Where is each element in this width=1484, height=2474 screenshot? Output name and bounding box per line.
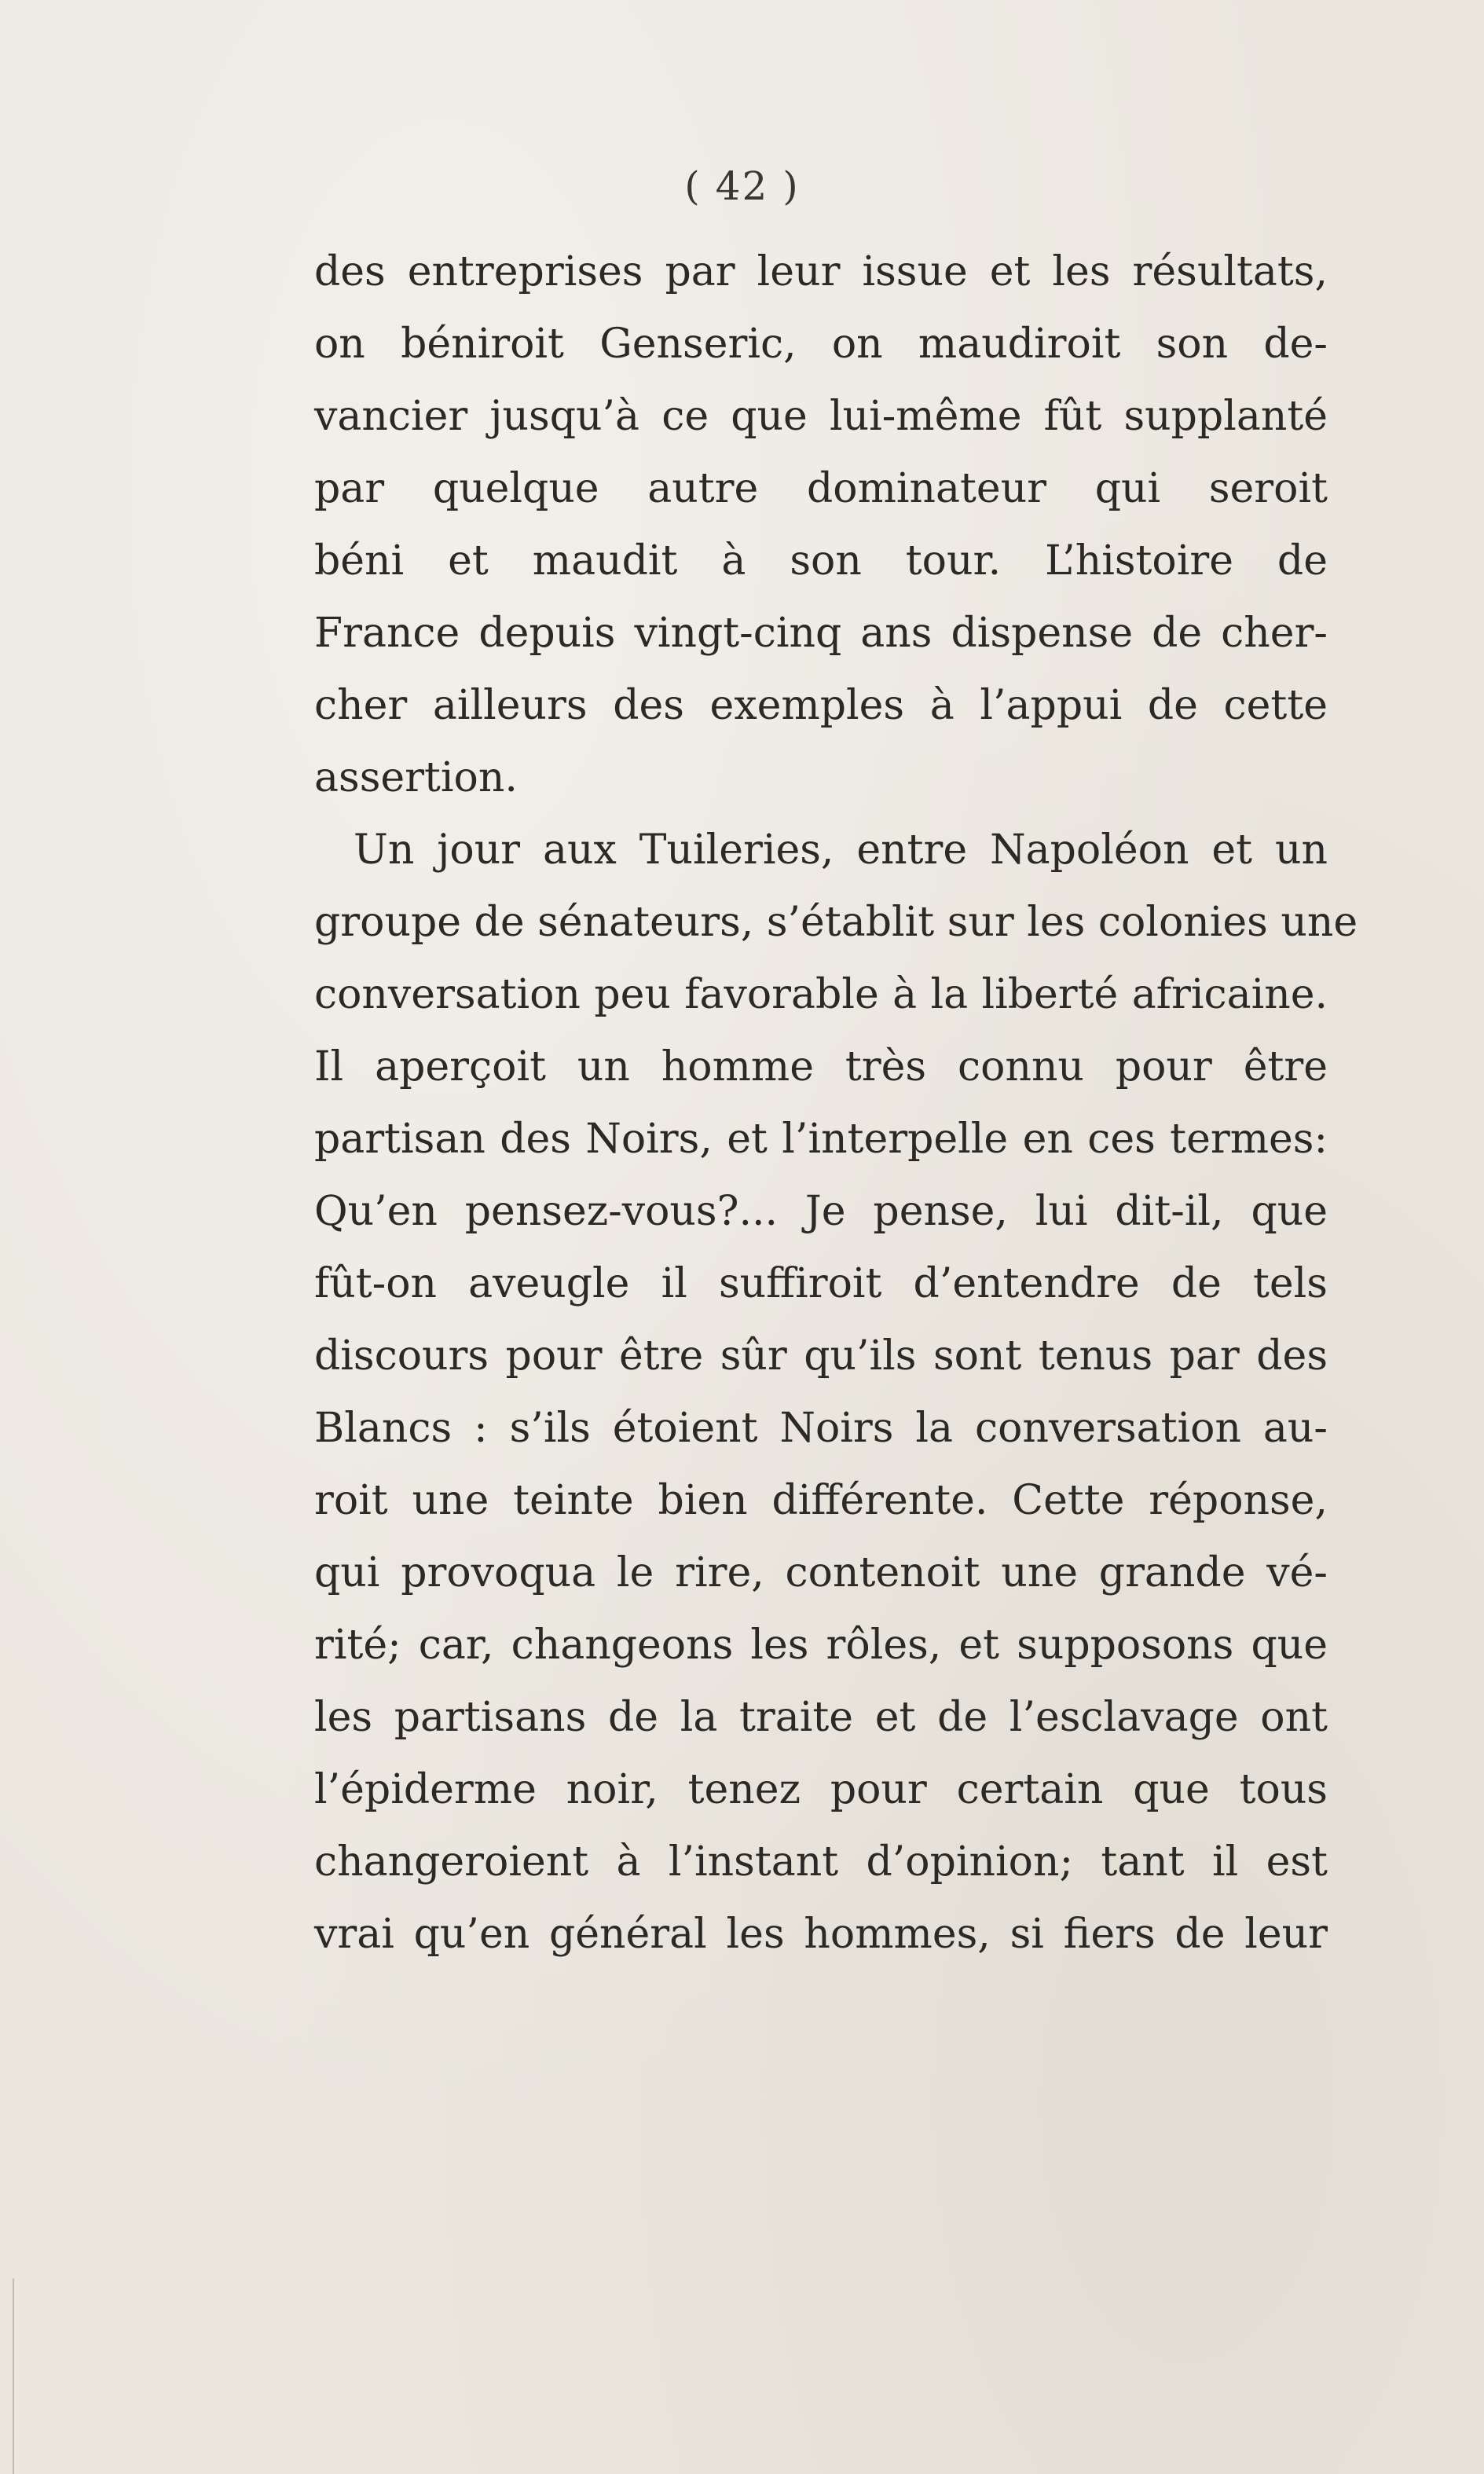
text-line: Blancs : s’ils étoient Noirs la conversation au- (314, 1405, 1328, 1452)
text-line: Il aperçoit un homme très connu pour être (314, 1043, 1328, 1090)
text-line: vancier jusqu’à ce que lui-même fût supplanté (314, 393, 1328, 440)
page-text (314, 236, 1358, 1970)
text-line: les partisans de la traite et de l’esclavage ont (314, 1694, 1328, 1741)
paragraph-2 (314, 814, 1358, 1970)
text-line: vrai qu’en général les hommes, si fiers de leur (314, 1911, 1328, 1958)
text-line: Un jour aux Tuileries, entre Napoléon et un (354, 826, 1328, 874)
text-line: conversation peu favorable à la liberté africaine. (314, 971, 1328, 1018)
text-line: béni et maudit à son tour. L’histoire de (314, 537, 1328, 585)
page-edge-mark (13, 2278, 14, 2474)
paragraph-1 (314, 236, 1328, 814)
text-line: qui provoqua le rire, contenoit une grande vé- (314, 1549, 1328, 1596)
text-line: roit une teinte bien différente. Cette réponse, (314, 1477, 1328, 1524)
text-line: des entreprises par leur issue et les résultats, (314, 248, 1328, 295)
text-line: cher ailleurs des exemples à l’appui de cette (314, 682, 1328, 729)
text-line: fût-on aveugle il suffiroit d’entendre de tels (314, 1260, 1328, 1307)
text-line: on béniroit Genseric, on maudiroit son de- (314, 321, 1328, 368)
text-line: l’épiderme noir, tenez pour certain que tous (314, 1766, 1328, 1813)
text-line: partisan des Noirs, et l’interpelle en ces termes: (314, 1116, 1328, 1163)
text-line: Qu’en pensez-vous?... Je pense, lui dit-il, que (314, 1188, 1328, 1235)
text-line: changeroient à l’instant d’opinion; tant il est (314, 1838, 1328, 1886)
text-line: discours pour être sûr qu’ils sont tenus par des (314, 1332, 1328, 1380)
text-line: par quelque autre dominateur qui seroit (314, 465, 1328, 512)
page-number: ( 42 ) (684, 163, 800, 209)
text-line: rité; car, changeons les rôles, et supposons que (314, 1622, 1328, 1669)
text-line: groupe de sénateurs, s’établit sur les colonies une (314, 899, 1358, 946)
text-line: assertion. (314, 754, 518, 801)
text-line: France depuis vingt-cinq ans dispense de cher- (314, 610, 1328, 657)
